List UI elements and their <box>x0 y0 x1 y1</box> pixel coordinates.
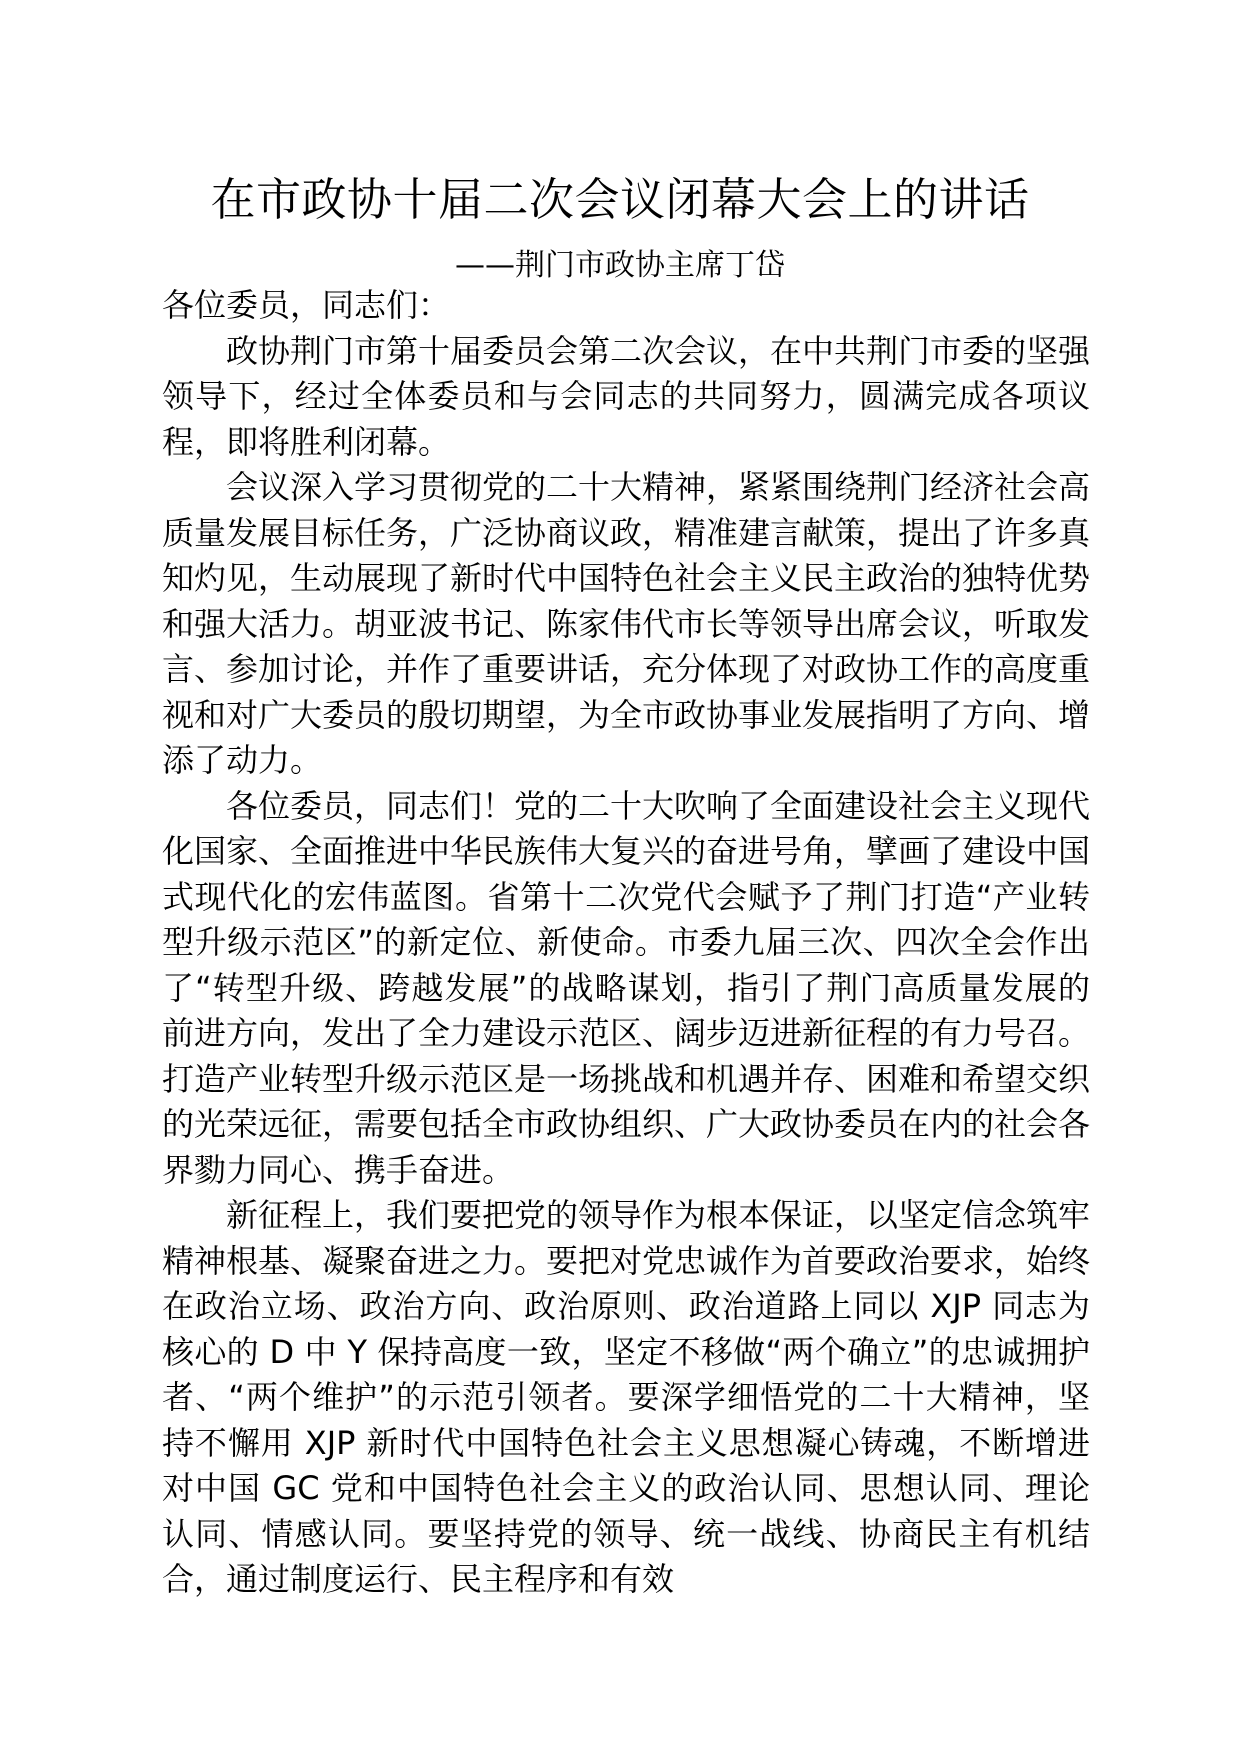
paragraph-4: 新征程上，我们要把党的领导作为根本保证，以坚定信念筑牢精神根基、凝聚奋进之力。要把对党忠诚作为首要政治要求，始终在政治立场、政治方向、政治原则、政治道路上同以 XJP 同志为核心的 D 中 Y 保持高度一致，坚定不移做“两个确立”的忠诚拥护者、“两个维护”的示范引领者。要深学细悟党的二十大精神，坚持不懈用 XJP 新时代中国特色社会主义思想凝心铸魂，不断增进对中国 GC 党和中国特色社会主义的政治认同、思想认同、理论认同、情感认同。要坚持党的领导、统一战线、协商民主有机结合，通过制度运行、民主程序和有效 <box>162 1196 1091 1598</box>
document-body <box>162 283 1090 1603</box>
paragraph-2: 会议深入学习贯彻党的二十大精神，紧紧围绕荆门经济社会高质量发展目标任务，广泛协商议政，精准建言献策，提出了许多真知灼见，生动展现了新时代中国特色社会主义民主政治的独特优势和强大活力。胡亚波书记、陈家伟代市长等领导出席会议，听取发言、参加讨论，并作了重要讲话，充分体现了对政协工作的高度重视和对广大委员的殷切期望，为全市政协事业发展指明了方向、增添了动力。 <box>162 468 1091 779</box>
document-title: 在市政协十届二次会议闭幕大会上的讲话 <box>210 173 1030 226</box>
paragraph-3: 各位委员，同志们！党的二十大吹响了全面建设社会主义现代化国家、全面推进中华民族伟大复兴的奋进号角，擘画了建设中国式现代化的宏伟蓝图。省第十二次党代会赋予了荆门打造“产业转型升级示范区”的新定位、新使命。市委九届三次、四次全会作出了“转型升级、跨越发展”的战略谋划，指引了荆门高质量发展的前进方向，发出了全力建设示范区、阔步迈进新征程的有力号召。打造产业转型升级示范区是一场挑战和机遇并存、困难和希望交织的光荣远征，需要包括全市政协组织、广大政协委员在内的社会各界勠力同心、携手奋进。 <box>162 786 1091 1189</box>
paragraph-1: 政协荆门市第十届委员会第二次会议，在中共荆门市委的坚强领导下，经过全体委员和与会同志的共同努力，圆满完成各项议程，即将胜利闭幕。 <box>162 331 1091 461</box>
salutation: 各位委员，同志们： <box>162 286 451 324</box>
document-subtitle: ——荆门市政协主席丁岱 <box>455 248 785 283</box>
